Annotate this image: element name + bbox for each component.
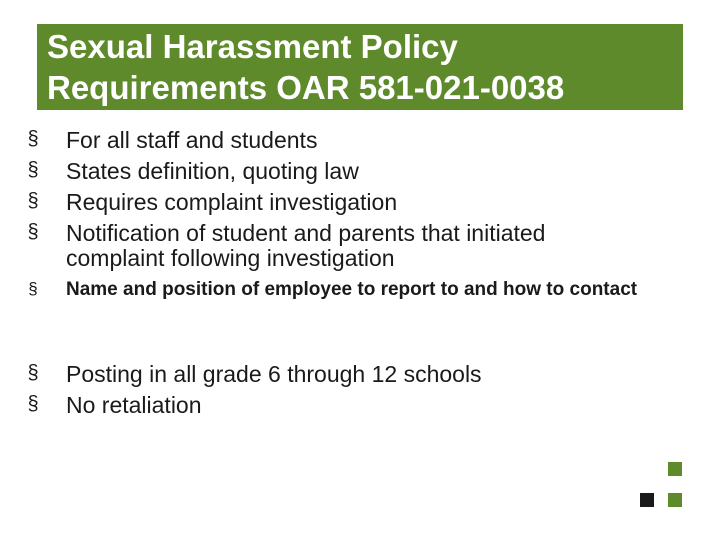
bullet-marker: § <box>27 159 39 181</box>
bullet-item <box>28 279 676 301</box>
bullet-item <box>27 361 666 387</box>
green-square <box>668 493 682 507</box>
bullet-item <box>27 158 666 184</box>
bullet-marker: § <box>28 279 38 298</box>
bullet-text: States definition, quoting law <box>66 158 359 184</box>
bullet-text: Notification of student and parents that initiated complaint following investigation <box>66 220 546 271</box>
bullet-item <box>27 392 666 418</box>
bullet-text: Name and position of employee to report to and how to contact <box>66 279 638 300</box>
bullet-marker: § <box>27 393 39 415</box>
bullet-item <box>27 189 666 215</box>
title-band <box>37 24 683 110</box>
bullet-marker: § <box>27 190 39 212</box>
black-square <box>640 493 654 507</box>
green-square <box>668 462 682 476</box>
bullet-marker: § <box>27 221 39 243</box>
bullet-marker: § <box>27 128 39 150</box>
bullet-text: Posting in all grade 6 through 12 schools <box>66 361 482 387</box>
bullet-item <box>27 127 666 153</box>
bullet-marker: § <box>27 362 39 384</box>
bullet-item <box>27 220 641 271</box>
bullet-text: For all staff and students <box>66 127 318 153</box>
bullet-text: Requires complaint investigation <box>66 189 398 215</box>
slide-title: Sexual Harassment Policy Requirements OAR 581-021-0038 <box>47 28 565 106</box>
bullet-text: No retaliation <box>66 392 202 418</box>
